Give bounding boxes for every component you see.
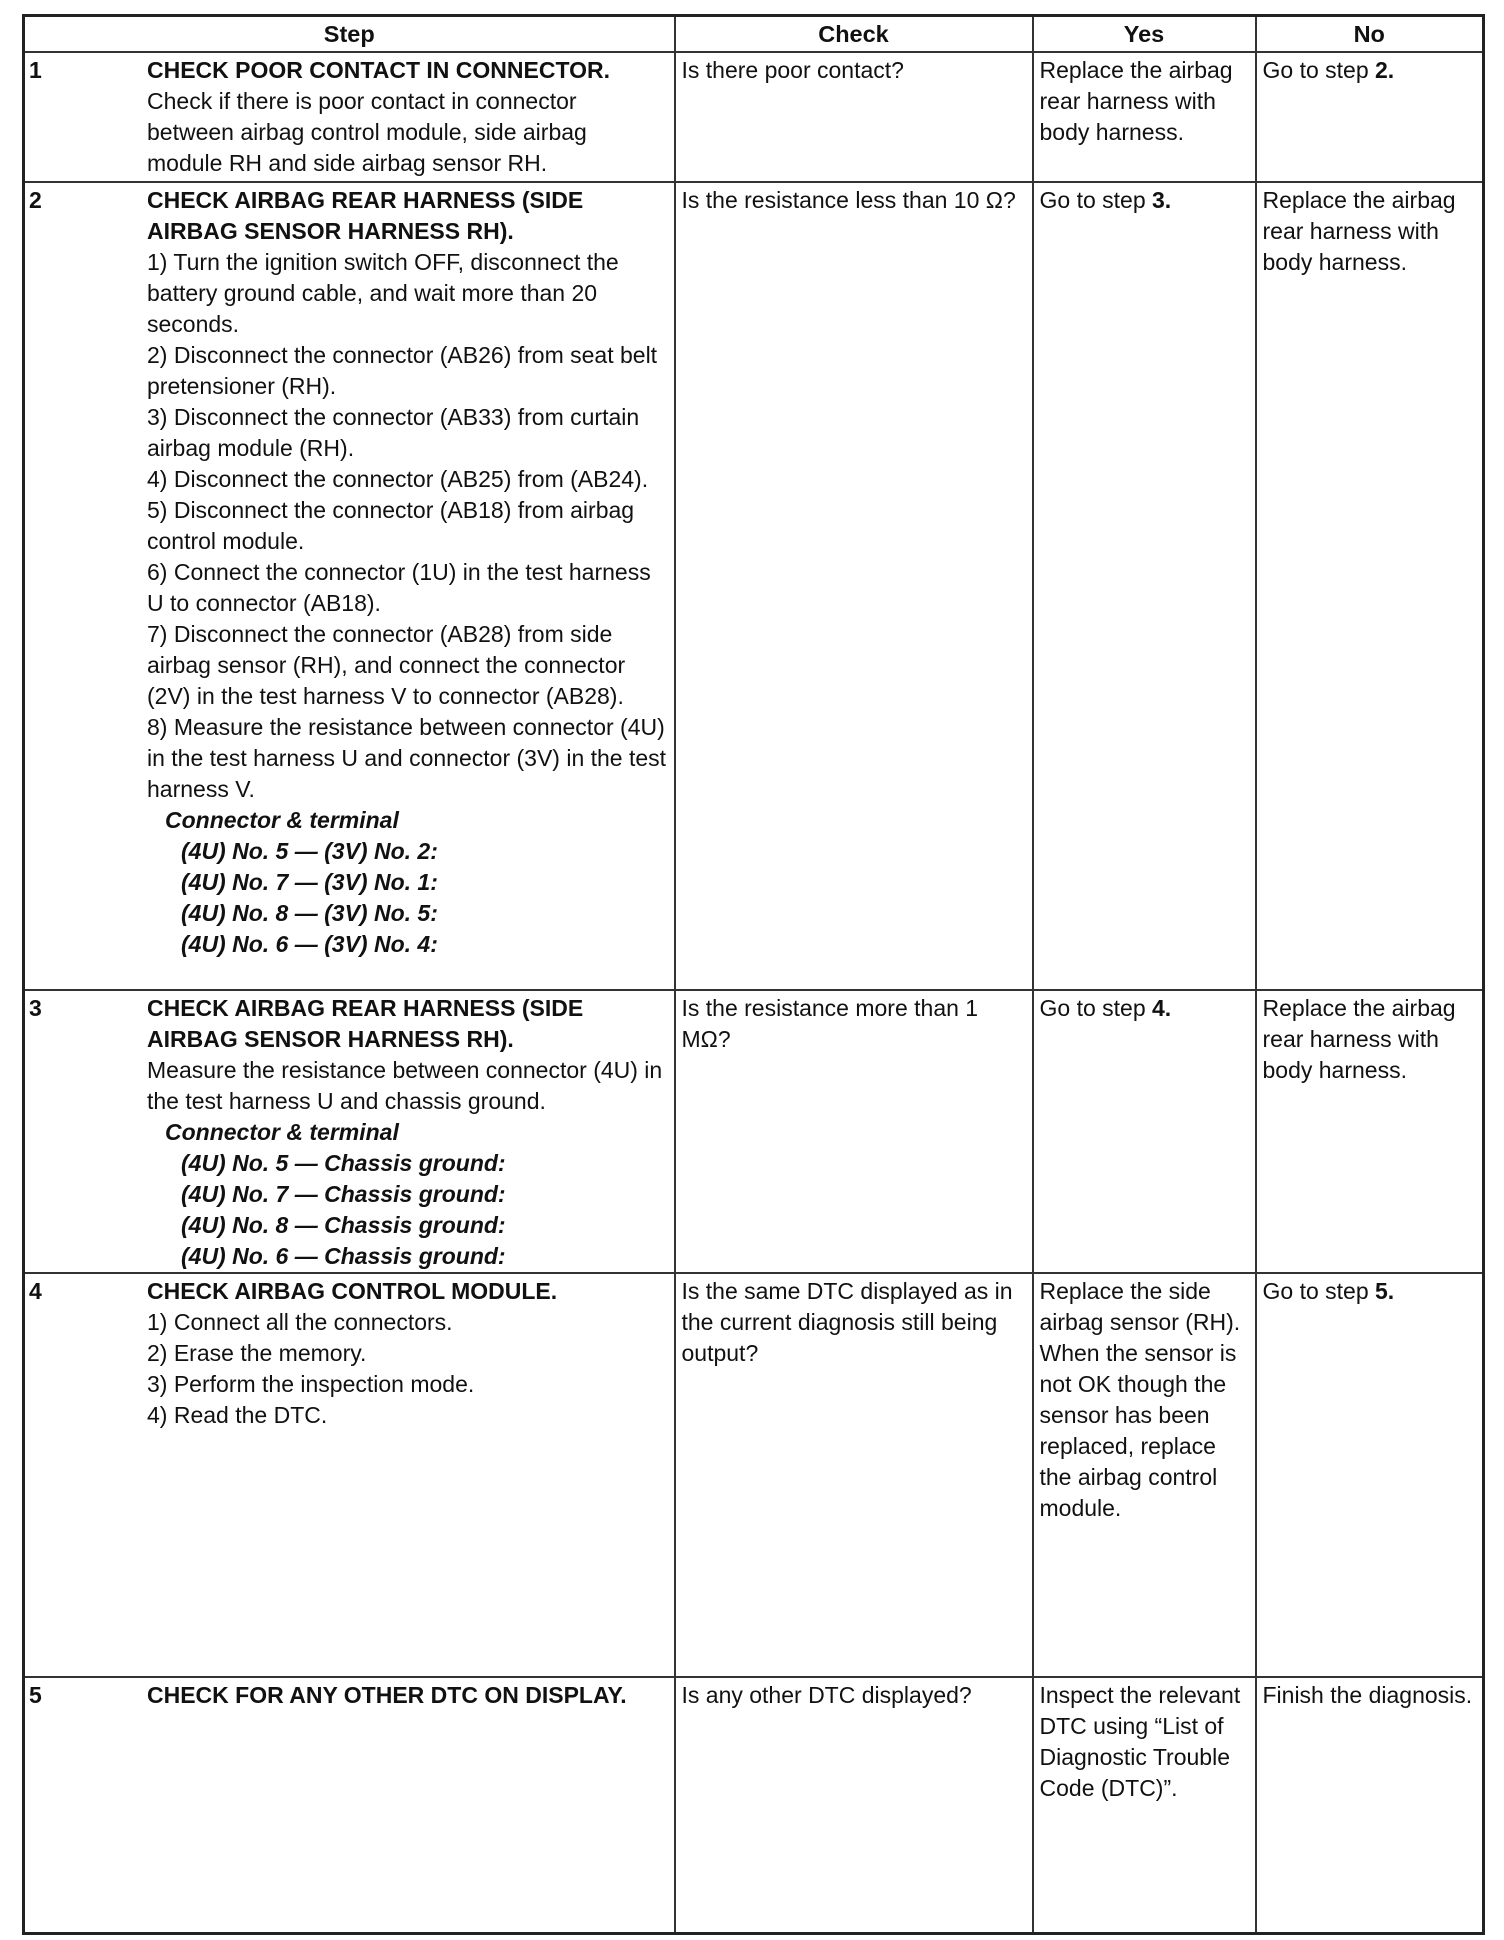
check-cell: Is the resistance more than 1 MΩ?	[675, 990, 1033, 1273]
step-description: Measure the resistance between connector (4U) in the test harness U and chassis ground.	[147, 1057, 663, 1114]
connector-terminal-label: Connector & terminal	[165, 807, 399, 833]
table-row	[24, 1677, 1484, 1934]
no-text: Replace the airbag rear harness with body harness.	[1262, 187, 1456, 275]
step-description: Check if there is poor contact in connector between airbag control module, side airbag module RH and side airbag sensor RH.	[147, 88, 587, 176]
instruction-item: 1) Turn the ignition switch OFF, disconnect the battery ground cable, and wait more than 20 seconds.	[147, 249, 619, 337]
check-cell: Is there poor contact?	[675, 52, 1033, 182]
no-step-ref: 2.	[1375, 57, 1395, 83]
instruction-item: 3) Disconnect the connector (AB33) from curtain airbag module (RH).	[147, 404, 640, 461]
step-title: CHECK FOR ANY OTHER DTC ON DISPLAY.	[147, 1682, 627, 1708]
yes-cell	[1033, 1273, 1256, 1677]
table-row	[24, 182, 1484, 990]
header-no: No	[1256, 16, 1484, 53]
yes-cell	[1033, 990, 1256, 1273]
step-number: 3	[29, 995, 42, 1021]
no-cell	[1256, 52, 1484, 182]
check-cell: Is any other DTC displayed?	[675, 1677, 1033, 1934]
table-row	[24, 1273, 1484, 1677]
step-cell	[24, 52, 675, 182]
instruction-item: 4) Read the DTC.	[147, 1402, 328, 1428]
instruction-item: 1) Connect all the connectors.	[147, 1309, 453, 1335]
header-yes: Yes	[1033, 16, 1256, 53]
no-cell	[1256, 1677, 1484, 1934]
check-cell: Is the resistance less than 10 Ω?	[675, 182, 1033, 990]
instruction-item: 3) Perform the inspection mode.	[147, 1371, 475, 1397]
yes-cell	[1033, 182, 1256, 990]
yes-text: Go to step	[1039, 187, 1153, 213]
yes-step-ref: 3.	[1152, 187, 1172, 213]
step-cell	[24, 1273, 675, 1677]
yes-text: Replace the side airbag sensor (RH). When the sensor is not OK though the sensor has been replaced, replace the airbag control module.	[1039, 1278, 1241, 1521]
step-title: CHECK AIRBAG CONTROL MODULE.	[147, 1278, 558, 1304]
instruction-item: 2) Erase the memory.	[147, 1340, 367, 1366]
instruction-item: 2) Disconnect the connector (AB26) from seat belt pretensioner (RH).	[147, 342, 658, 399]
no-step-ref: 5.	[1375, 1278, 1395, 1304]
connector-terminal-value: (4U) No. 6 — Chassis ground:	[181, 1243, 506, 1269]
step-number: 5	[29, 1682, 42, 1708]
header-row	[24, 16, 1484, 53]
instruction-item: 7) Disconnect the connector (AB28) from side airbag sensor (RH), and connect the connector (2V) in the test harness V to connector (AB28).	[147, 621, 626, 709]
step-title: CHECK AIRBAG REAR HARNESS (SIDE AIRBAG SENSOR HARNESS RH).	[147, 187, 584, 244]
connector-terminal-value: (4U) No. 5 — Chassis ground:	[181, 1150, 506, 1176]
step-number: 1	[29, 57, 42, 83]
table-row	[24, 52, 1484, 182]
instruction-item: 8) Measure the resistance between connector (4U) in the test harness U and connector (3V) in the test harness V.	[147, 714, 667, 802]
step-cell	[24, 1677, 675, 1934]
yes-step-ref: 4.	[1152, 995, 1172, 1021]
no-text: Finish the diagnosis.	[1262, 1682, 1473, 1708]
step-number: 4	[29, 1278, 42, 1304]
diagnostic-table	[22, 14, 1485, 1935]
yes-cell	[1033, 1677, 1256, 1934]
no-text: Go to step	[1262, 57, 1376, 83]
step-title: CHECK AIRBAG REAR HARNESS (SIDE AIRBAG SENSOR HARNESS RH).	[147, 995, 584, 1052]
yes-cell	[1033, 52, 1256, 182]
no-cell	[1256, 990, 1484, 1273]
no-cell	[1256, 182, 1484, 990]
yes-text: Replace the airbag rear harness with body harness.	[1039, 57, 1233, 145]
step-title: CHECK POOR CONTACT IN CONNECTOR.	[147, 57, 610, 83]
no-text: Go to step	[1262, 1278, 1376, 1304]
yes-text: Inspect the relevant DTC using “List of Diagnostic Trouble Code (DTC)”.	[1039, 1682, 1241, 1801]
connector-terminal-label: Connector & terminal	[165, 1119, 399, 1145]
table-row	[24, 990, 1484, 1273]
connector-terminal-value: (4U) No. 5 — (3V) No. 2:	[181, 838, 438, 864]
no-cell	[1256, 1273, 1484, 1677]
no-text: Replace the airbag rear harness with body harness.	[1262, 995, 1456, 1083]
connector-terminal-value: (4U) No. 8 — Chassis ground:	[181, 1212, 506, 1238]
connector-terminal-value: (4U) No. 7 — Chassis ground:	[181, 1181, 506, 1207]
step-cell	[24, 990, 675, 1273]
yes-text: Go to step	[1039, 995, 1153, 1021]
header-check: Check	[675, 16, 1033, 53]
instruction-item: 6) Connect the connector (1U) in the test harness U to connector (AB18).	[147, 559, 651, 616]
connector-terminal-value: (4U) No. 7 — (3V) No. 1:	[181, 869, 438, 895]
instruction-item: 4) Disconnect the connector (AB25) from (AB24).	[147, 466, 649, 492]
header-step: Step	[24, 16, 675, 53]
step-number: 2	[29, 187, 42, 213]
instruction-item: 5) Disconnect the connector (AB18) from airbag control module.	[147, 497, 635, 554]
check-cell: Is the same DTC displayed as in the current diagnosis still being output?	[675, 1273, 1033, 1677]
connector-terminal-value: (4U) No. 6 — (3V) No. 4:	[181, 931, 438, 957]
step-cell	[24, 182, 675, 990]
connector-terminal-value: (4U) No. 8 — (3V) No. 5:	[181, 900, 438, 926]
